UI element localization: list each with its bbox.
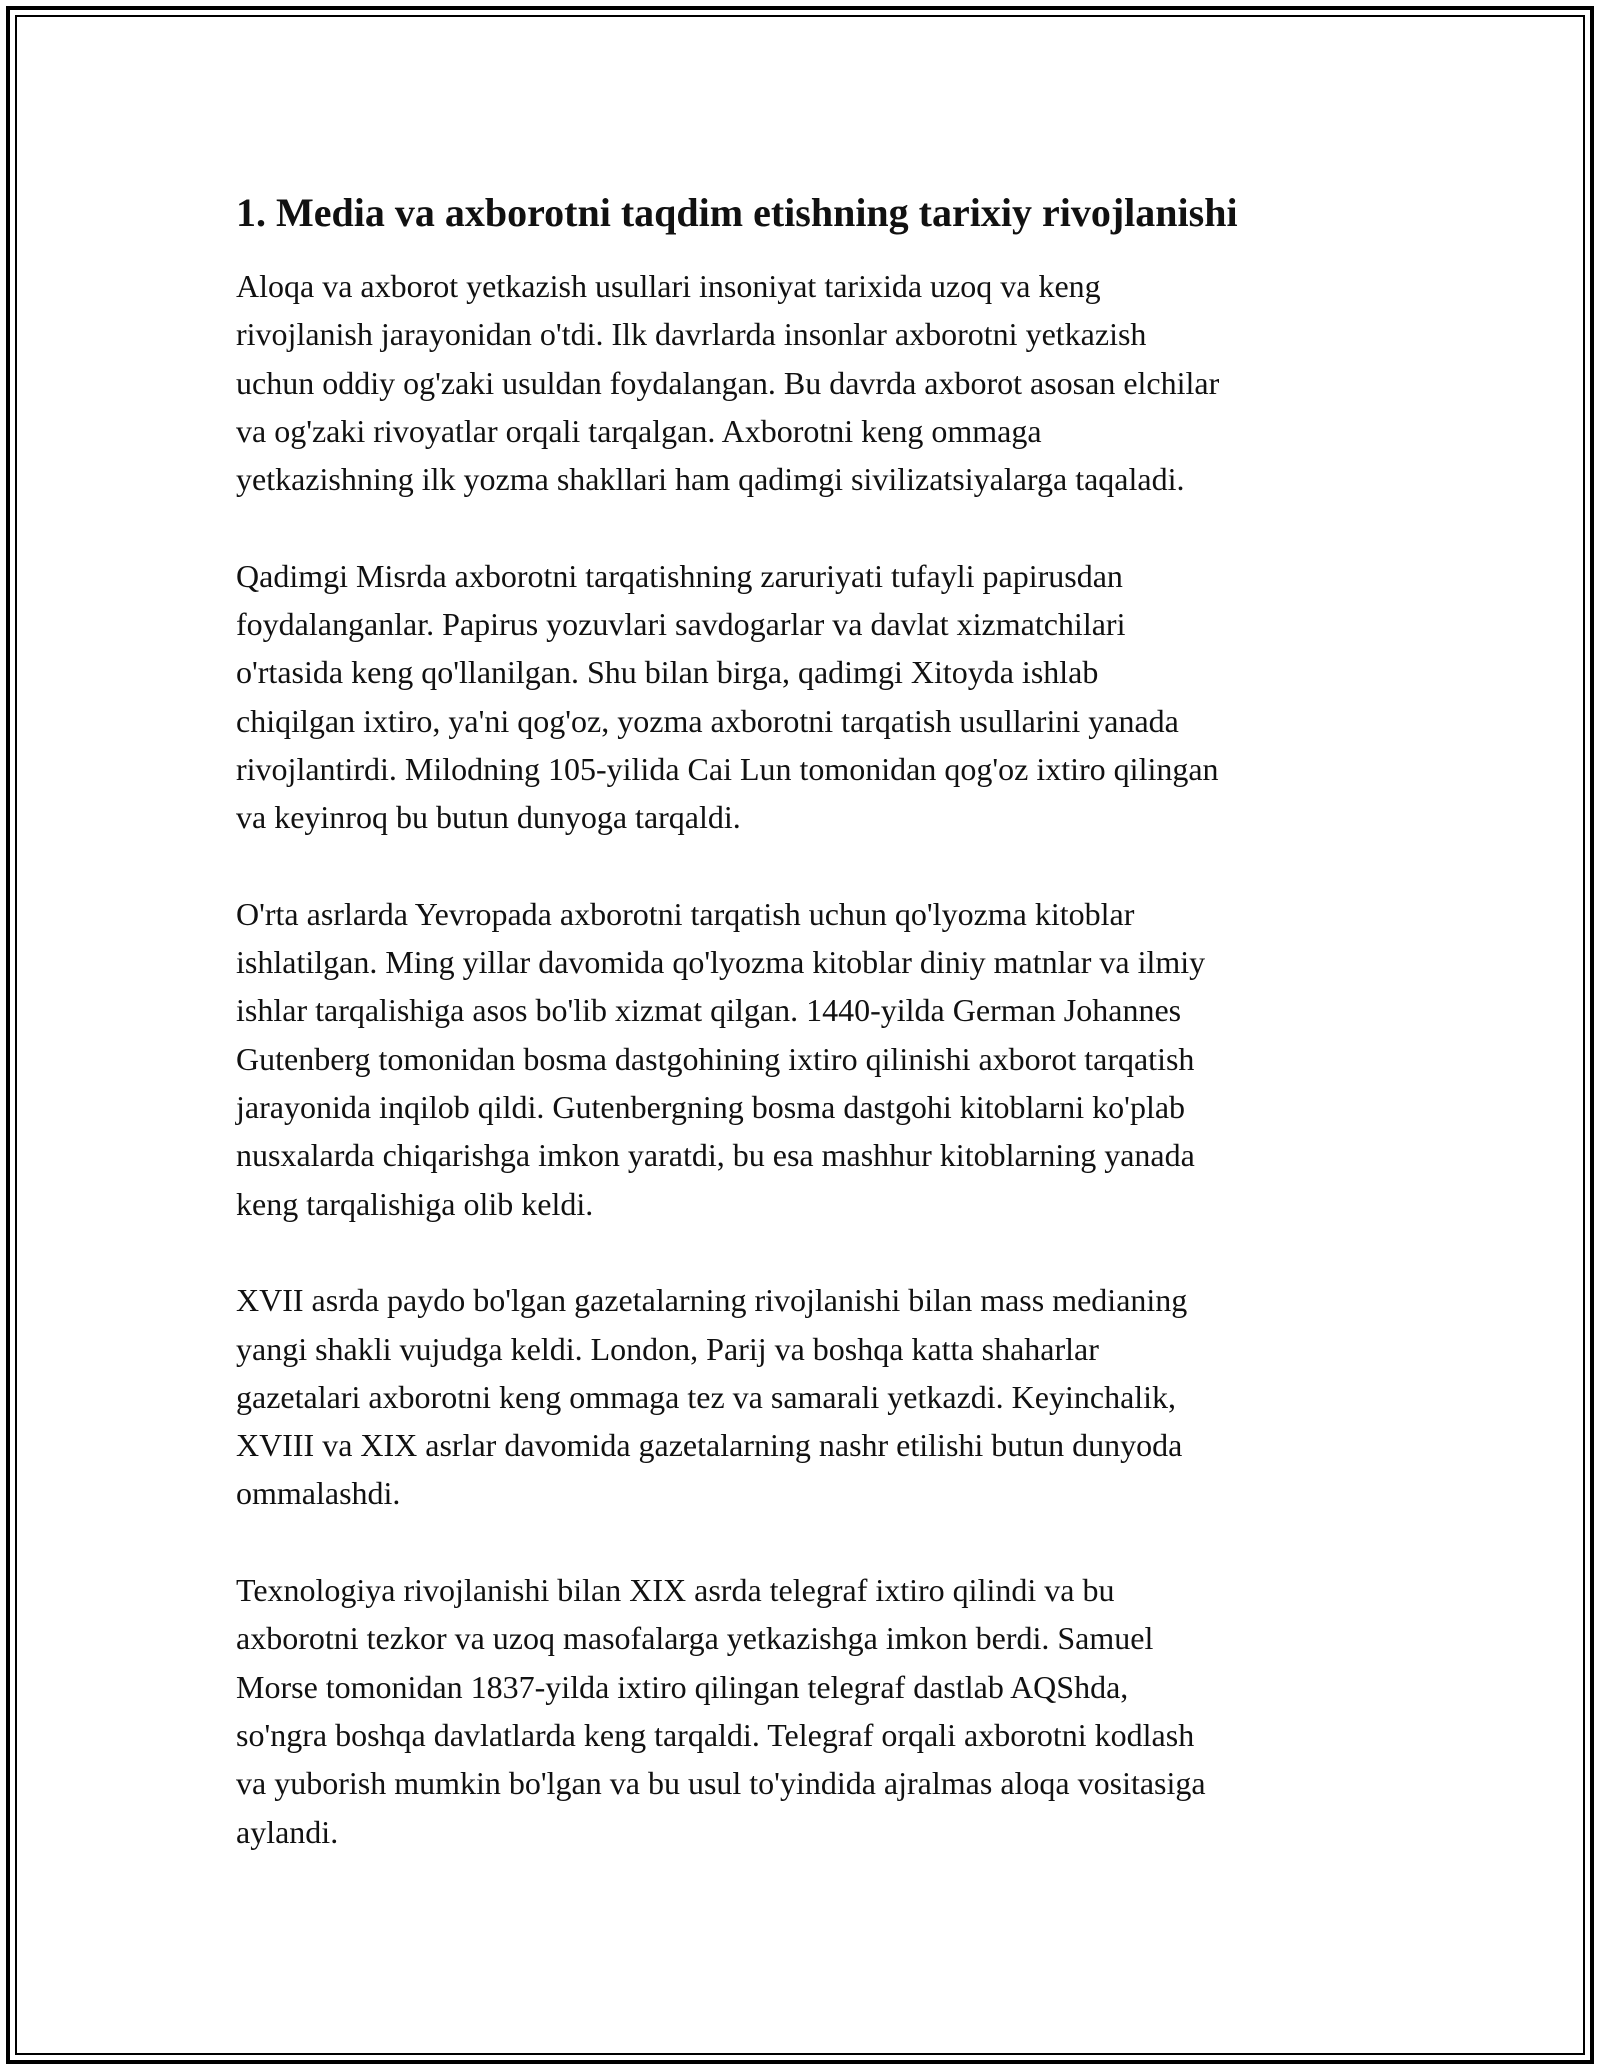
paragraph-line: ishlatilgan. Ming yillar davomida qo'lyozma kitoblar diniy matnlar va ilmiy: [236, 944, 1206, 981]
paragraph-line: keng tarqalishiga olib keldi.: [236, 1185, 594, 1222]
paragraph-line: Qadimgi Misrda axborotni tarqatishning zaruriyati tufayli papirusdan: [236, 557, 1123, 594]
paragraph: [236, 890, 1386, 1228]
paragraph-line: chiqilgan ixtiro, ya'ni qog'oz, yozma axborotni tarqatish usullarini yanada: [236, 702, 1179, 739]
paragraph-line: Aloqa va axborot yetkazish usullari insoniyat tarixida uzoq va keng: [236, 268, 1101, 304]
section-title: 1. Media va axborotni taqdim etishning tarixiy rivojlanishi: [236, 190, 1238, 235]
paragraph: [236, 1566, 1386, 1856]
paragraph-line: rivojlanish jarayonidan o'tdi. Ilk davrlarda insonlar axborotni yetkazish: [236, 316, 1147, 353]
paragraph: [236, 1276, 1386, 1517]
paragraph-line: va yuborish mumkin bo'lgan va bu usul to'yindida ajralmas aloqa vositasiga: [236, 1765, 1206, 1802]
document-body: [236, 185, 1386, 1904]
paragraph-line: o'rtasida keng qo'llanilgan. Shu bilan birga, qadimgi Xitoyda ishlab: [236, 654, 1099, 691]
paragraph-line: rivojlantirdi. Milodning 105-yilida Cai Lun tomonidan qog'oz ixtiro qilingan: [236, 750, 1219, 787]
paragraph-line: ishlar tarqalishiga asos bo'lib xizmat qilgan. 1440-yilda German Johannes: [236, 992, 1182, 1029]
paragraph-line: va keyinroq bu butun dunyoga tarqaldi.: [236, 799, 741, 836]
paragraph-line: Texnologiya rivojlanishi bilan XIX asrda telegraf ixtiro qilindi va bu: [236, 1572, 1115, 1609]
paragraph-line: XVIII va XIX asrlar davomida gazetalarning nashr etilishi butun dunyoda: [236, 1427, 1183, 1464]
paragraph-line: yangi shakli vujudga keldi. London, Parij va boshqa katta shaharlar: [236, 1330, 1099, 1367]
paragraph-line: va og'zaki rivoyatlar orqali tarqalgan. Axborotni keng ommaga: [236, 412, 1042, 449]
paragraph-line: nusxalarda chiqarishga imkon yaratdi, bu esa mashhur kitoblarning yanada: [236, 1137, 1195, 1174]
paragraph-line: uchun oddiy og'zaki usuldan foydalangan. Bu davrda axborot asosan elchilar: [236, 364, 1220, 401]
paragraph-line: so'ngra boshqa davlatlarda keng tarqaldi. Telegraf orqali axborotni kodlash: [236, 1716, 1195, 1753]
paragraph-line: yetkazishning ilk yozma shakllari ham qadimgi sivilizatsiyalarga taqaladi.: [236, 461, 1185, 498]
paragraph-line: Morse tomonidan 1837-yilda ixtiro qilingan telegraf dastlab AQShda,: [236, 1668, 1129, 1705]
paragraph-line: gazetalari axborotni keng ommaga tez va samarali yetkazdi. Keyinchalik,: [236, 1378, 1177, 1415]
paragraph-line: foydalanganlar. Papirus yozuvlari savdogarlar va davlat xizmatchilari: [236, 606, 1126, 643]
paragraph-line: Gutenberg tomonidan bosma dastgohining ixtiro qilinishi axborot tarqatish: [236, 1040, 1195, 1077]
paragraph-line: jarayonida inqilob qildi. Gutenbergning bosma dastgohi kitoblarni ko'plab: [236, 1089, 1186, 1126]
paragraph-line: ommalashdi.: [236, 1475, 401, 1512]
paragraph-line: axborotni tezkor va uzoq masofalarga yetkazishga imkon berdi. Samuel: [236, 1620, 1154, 1657]
paragraph-line: XVII asrda paydo bo'lgan gazetalarning rivojlanishi bilan mass medianing: [236, 1282, 1188, 1319]
paragraph-line: aylandi.: [236, 1813, 339, 1850]
paragraph: [236, 552, 1386, 842]
paragraph-line: O'rta asrlarda Yevropada axborotni tarqatish uchun qo'lyozma kitoblar: [236, 895, 1135, 932]
paragraph: [236, 262, 1386, 503]
